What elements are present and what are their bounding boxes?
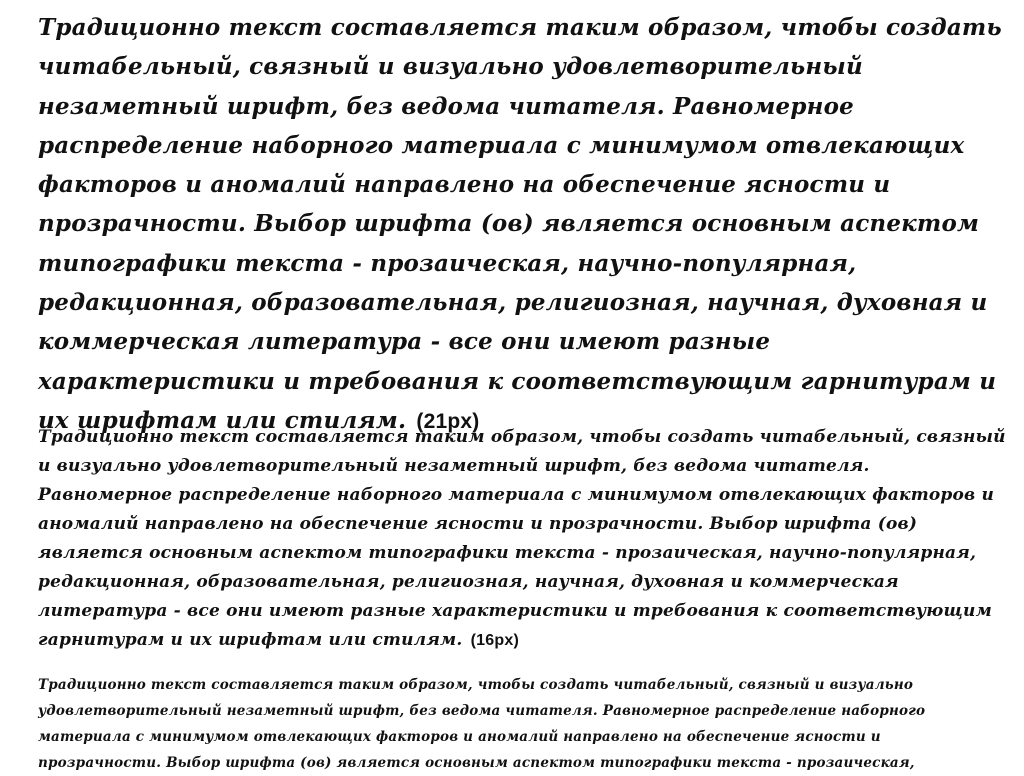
font-sample-21px [38,8,1013,441]
size-label: (21px) [416,409,480,433]
sample-text: Традиционно текст составляется таким образом, чтобы создать читабельный, связный и визуально удовлетворительный незаметный шрифт, без ведома читателя. Равномерное распределение наборного материала с минимумом отвлекающих факторов и аномалий направлено на обеспечение ясности и прозрачности. Выбор шрифта (ов) является основным аспектом типографики текста - прозаическая, [38,677,926,771]
font-sample-small [38,672,938,776]
sample-text: Традиционно текст составляется таким образом, чтобы создать читабельный, связный и визуально удовлетворительный незаметный шрифт, без ведома читателя. Равномерное распределение наборного материала с минимумом отвлекающих факторов и аномалий направлено на обеспечение ясности и прозрачности. Выбор шрифта (ов) является основным аспектом типографики текста - прозаическая, научно-популярная, редакционная, образовательная, религиозная, научная, духовная и коммерческая литература - все они имеют разные характеристики и требования к соответствующим гарнитурам и их шрифтам или стилям. [38,427,1006,650]
size-label: (16px) [470,632,519,649]
font-sample-16px [38,423,1006,655]
sample-text: Традиционно текст составляется таким образом, чтобы создать читабельный, связный и визуально удовлетворительный незаметный шрифт, без ведома читателя. Равномерное распределение наборного материала с минимумом отвлекающих факторов и аномалий направлено на обеспечение ясности и прозрачности. Выбор шрифта (ов) является основным аспектом типографики текста - прозаическая, научно-популярная, редакционная, образовательная, религиозная, научная, духовная и коммерческая литература - все они имеют разные характеристики и требования к соответствующим гарнитурам и их шрифтам или стилям. [38,14,1002,434]
